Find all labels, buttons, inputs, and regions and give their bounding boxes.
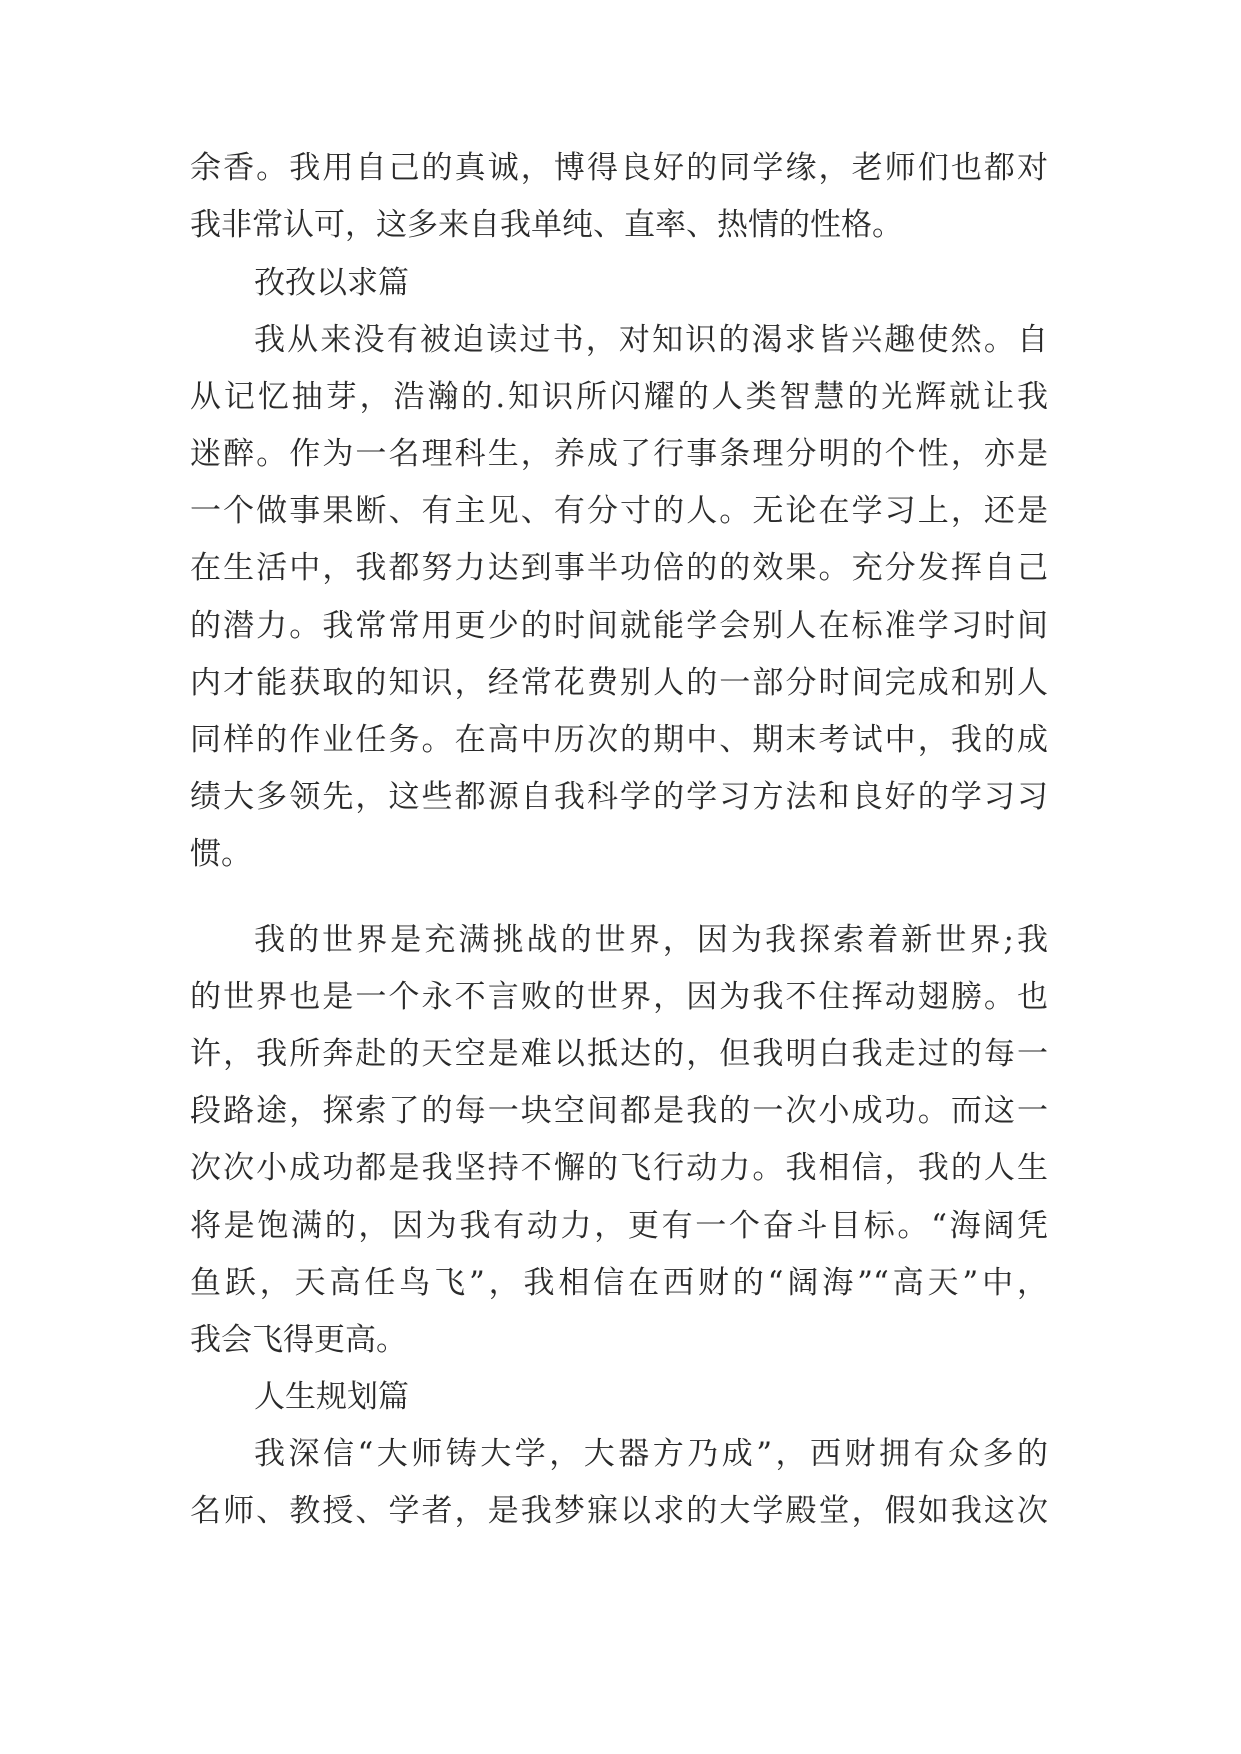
section-heading: 人生规划篇 xyxy=(254,1379,409,1415)
text-line: 迷醉。作为一名理科生，养成了行事条理分明的个性，亦是 xyxy=(190,436,1048,472)
text-line: 同样的作业任务。在高中历次的期中、期末考试中，我的成 xyxy=(190,722,1048,758)
text-line: 的潜力。我常常用更少的时间就能学会别人在标准学习时间 xyxy=(190,608,1048,644)
text-line: 惯。 xyxy=(190,836,252,872)
text-line: 次次小成功都是我坚持不懈的飞行动力。我相信，我的人生 xyxy=(190,1150,1048,1186)
text-line: 我的世界是充满挑战的世界，因为我探索着新世界;我 xyxy=(254,922,1048,958)
text-line: 从记忆抽芽，浩瀚的.知识所闪耀的人类智慧的光辉就让我 xyxy=(190,379,1048,415)
text-line: 在生活中，我都努力达到事半功倍的的效果。充分发挥自己 xyxy=(190,550,1048,586)
text-line: 我从来没有被迫读过书，对知识的渴求皆兴趣使然。自 xyxy=(254,322,1048,358)
text-line: 鱼跃，天高任鸟飞”，我相信在西财的“阔海”“高天”中， xyxy=(190,1265,1048,1301)
text-line: 将是饱满的，因为我有动力，更有一个奋斗目标。“海阔凭 xyxy=(190,1208,1048,1244)
section-heading: 孜孜以求篇 xyxy=(254,265,409,301)
text-line: 一个做事果断、有主见、有分寸的人。无论在学习上，还是 xyxy=(190,493,1048,529)
text-line: 段路途，探索了的每一块空间都是我的一次小成功。而这一 xyxy=(190,1093,1048,1129)
text-line: 绩大多领先，这些都源自我科学的学习方法和良好的学习习 xyxy=(190,779,1048,815)
text-line: 余香。我用自己的真诚，博得良好的同学缘，老师们也都对 xyxy=(190,150,1048,186)
text-line: 内才能获取的知识，经常花费别人的一部分时间完成和别人 xyxy=(190,665,1048,701)
text-line: 的世界也是一个永不言败的世界，因为我不住挥动翅膀。也 xyxy=(190,979,1048,1015)
text-line: 名师、教授、学者，是我梦寐以求的大学殿堂，假如我这次 xyxy=(190,1493,1048,1529)
text-line: 我非常认可，这多来自我单纯、直率、热情的性格。 xyxy=(190,207,903,243)
text-line: 我深信“大师铸大学，大器方乃成”，西财拥有众多的 xyxy=(254,1436,1048,1472)
text-line: 许，我所奔赴的天空是难以抵达的，但我明白我走过的每一 xyxy=(190,1036,1048,1072)
text-line: 我会飞得更高。 xyxy=(190,1322,407,1358)
